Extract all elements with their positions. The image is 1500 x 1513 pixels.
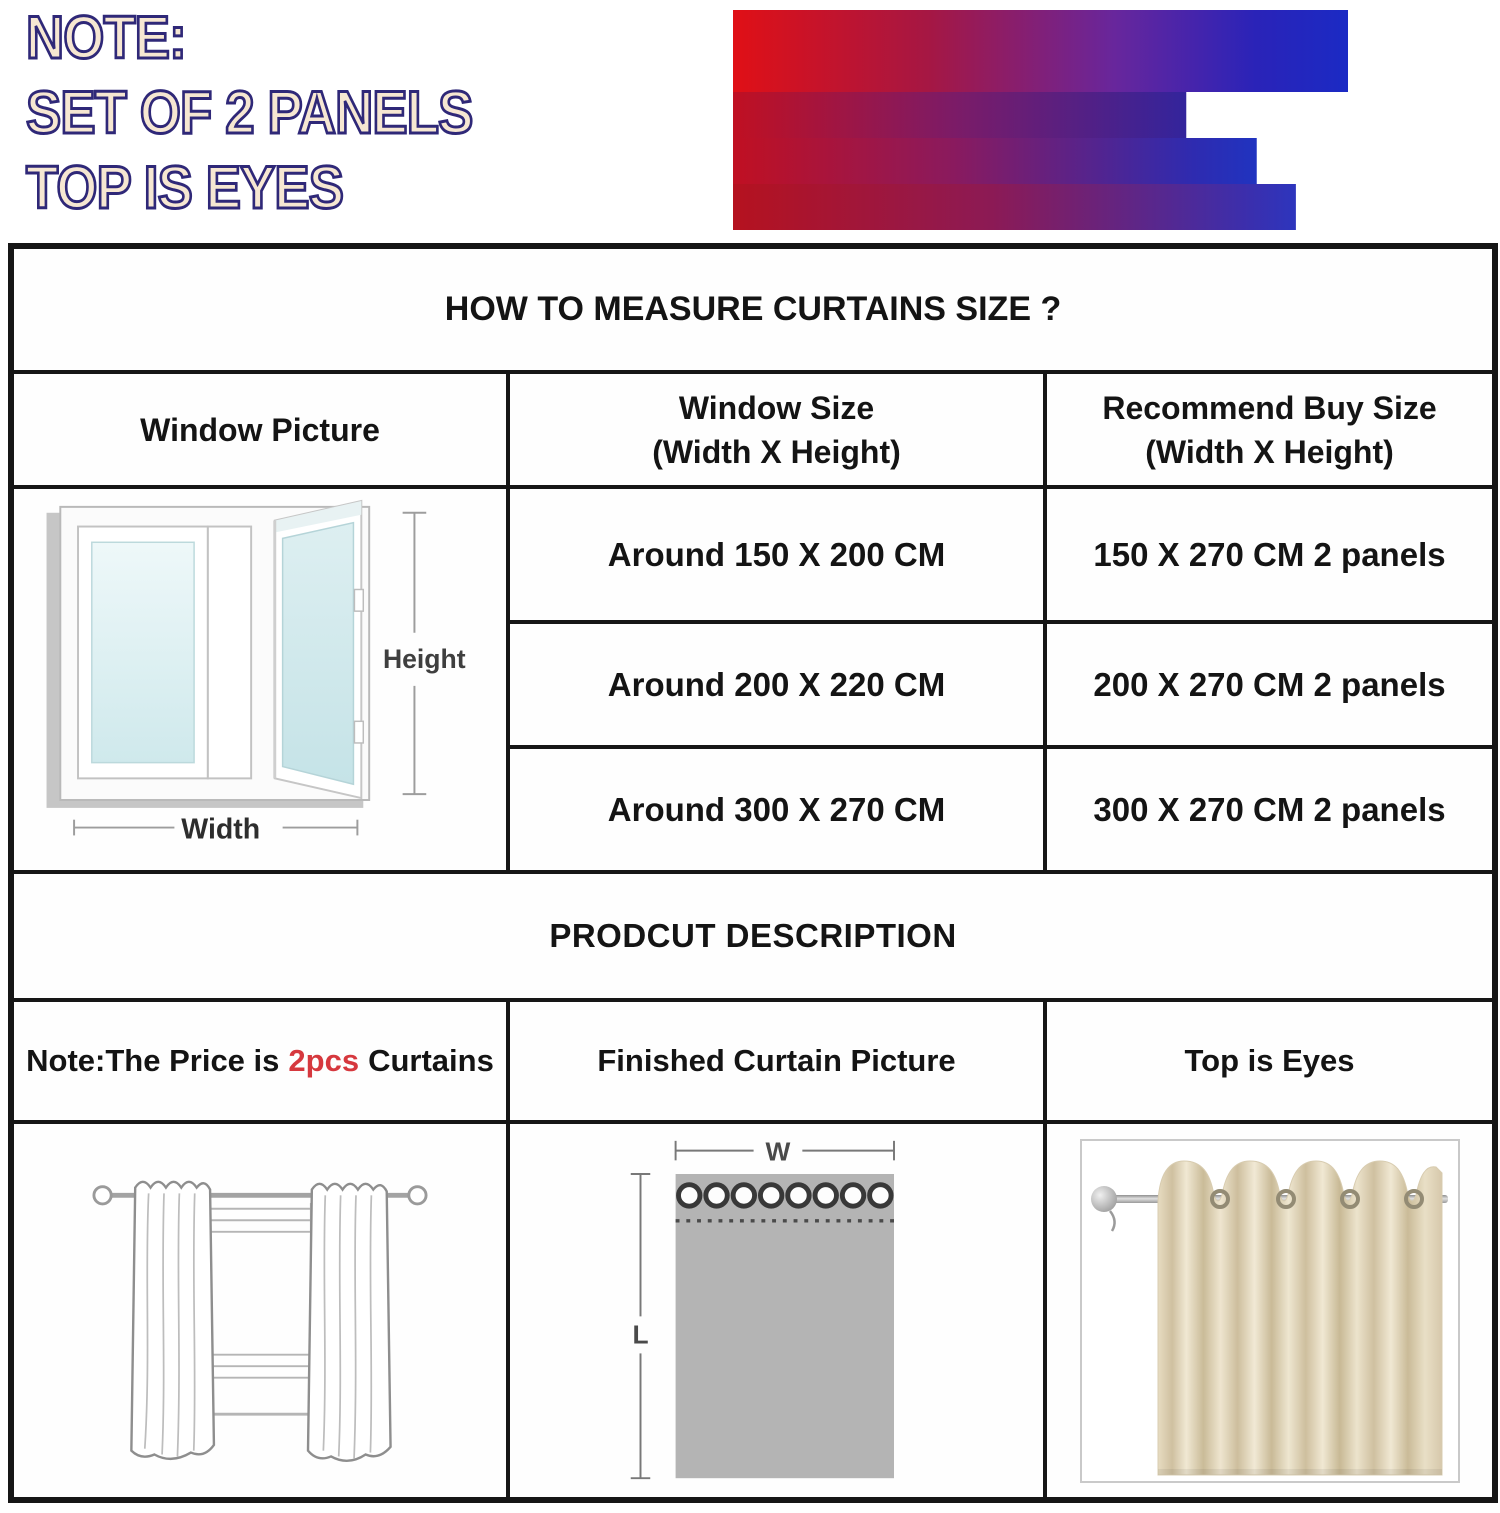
curtain-panels-sketch <box>20 1128 500 1493</box>
height-dimension-label: Height <box>382 643 466 674</box>
l-dimension-label: L <box>631 1319 649 1350</box>
customization-note <box>733 92 1186 138</box>
product-description-title: PRODCUT DESCRIPTION <box>11 872 1495 1000</box>
buy-size-row1: 150 X 270 CM 2 panels <box>1045 487 1495 622</box>
rod-note-block <box>733 10 1500 230</box>
note-line-2: SET OF 2 PANELS <box>26 79 473 146</box>
width-dimension-label: Width <box>181 812 261 845</box>
col-header-window-picture: Window Picture <box>11 372 508 487</box>
grommet-curtain-photo <box>1080 1139 1460 1483</box>
top-is-eyes-header: Top is Eyes <box>1045 1000 1495 1122</box>
buy-size-row3: 300 X 270 CM 2 panels <box>1045 747 1495 872</box>
price-note-2pcs: 2pcs <box>288 1043 360 1078</box>
window-picture-cell <box>11 487 508 872</box>
curtain-dimensions-diagram <box>582 1131 972 1490</box>
note-line-1: NOTE: <box>26 4 186 71</box>
col-header-recommend-size <box>1045 372 1495 487</box>
window-size-row1: Around 150 X 200 CM <box>508 487 1045 622</box>
set-note-block <box>26 0 533 225</box>
window-size-row3: Around 300 X 270 CM <box>508 747 1045 872</box>
finished-curtain-diagram-cell <box>508 1122 1045 1500</box>
height-range-note <box>733 138 1256 184</box>
window-size-row2: Around 200 X 220 CM <box>508 622 1045 747</box>
recommend-size-line2: (Width X Height) <box>1145 433 1394 470</box>
price-note-prefix: Note:The Price is <box>26 1043 280 1078</box>
price-note-suffix: Curtains <box>368 1043 494 1078</box>
w-dimension-label: W <box>765 1136 790 1167</box>
window-size-line2: (Width X Height) <box>652 433 901 470</box>
finished-curtain-header: Finished Curtain Picture <box>508 1000 1045 1122</box>
window-measure-illustration <box>25 499 495 861</box>
window-size-line1: Window Size <box>678 389 875 426</box>
without-curtain-rod-title <box>733 10 1348 92</box>
curtain-sketch-cell <box>11 1122 508 1500</box>
col-header-window-size <box>508 372 1045 487</box>
note-line-3: TOP IS EYES <box>26 154 344 221</box>
error-margin-note <box>733 184 1296 230</box>
price-note-cell <box>11 1000 508 1122</box>
buy-size-row2: 200 X 270 CM 2 panels <box>1045 622 1495 747</box>
table-title: HOW TO MEASURE CURTAINS SIZE ? <box>11 246 1495 372</box>
recommend-size-line1: Recommend Buy Size <box>1102 389 1437 426</box>
measure-size-table <box>8 243 1498 1503</box>
grommet-top-photo-cell <box>1045 1122 1495 1500</box>
